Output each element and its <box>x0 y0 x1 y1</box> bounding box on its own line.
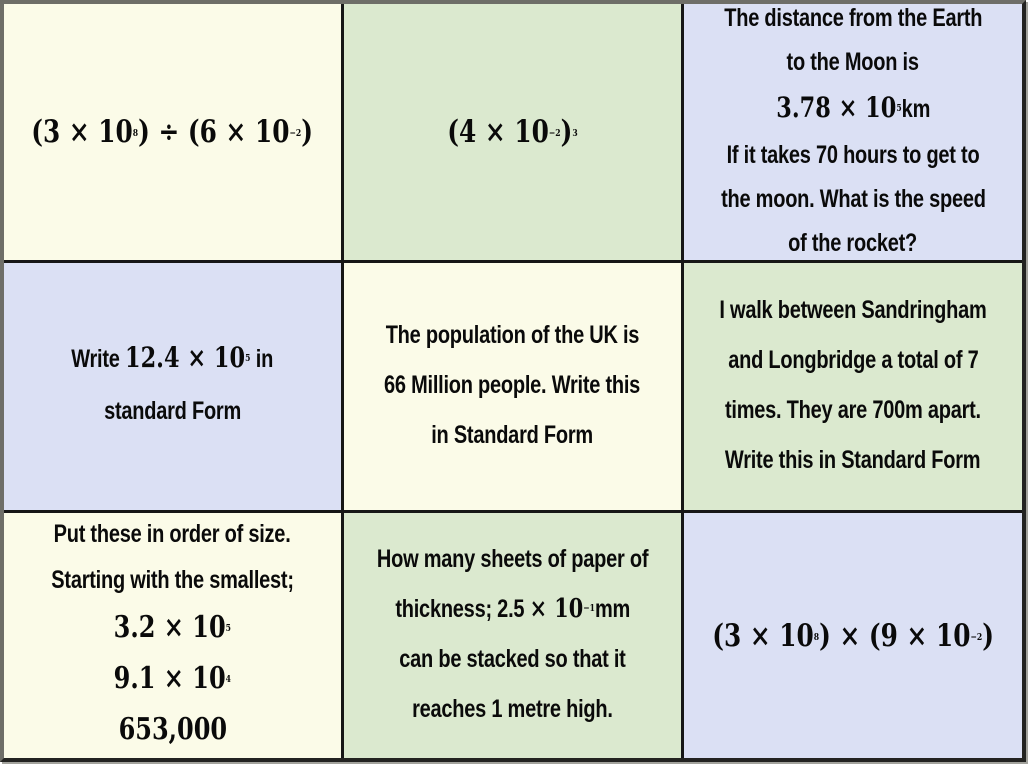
text-line <box>727 135 980 179</box>
text-line <box>725 387 981 437</box>
text-segment: 66 Million people. Write this <box>384 370 641 399</box>
text-line <box>384 362 640 412</box>
text-segment: standard Form <box>104 397 241 425</box>
math-segment: ) <box>982 617 994 654</box>
math-expression <box>447 114 577 150</box>
text-line <box>724 4 982 42</box>
cell-uk-population-problem <box>344 263 681 510</box>
text-line <box>377 536 648 586</box>
text-segment: How many sheets of paper of <box>376 544 649 573</box>
text-line <box>719 287 986 337</box>
text-segment: The population of the UK is <box>385 320 640 349</box>
text-segment: If it takes 70 hours to get to <box>726 140 980 169</box>
superscript: −2 <box>970 631 983 643</box>
superscript: −1 <box>582 602 595 614</box>
math-segment: ) × (9 × 10 <box>819 617 971 654</box>
text-line <box>721 179 986 223</box>
text-line <box>789 223 918 261</box>
cell-division-problem <box>4 4 341 260</box>
math-segment: (3 × 10 <box>31 114 134 150</box>
math-line <box>114 656 231 707</box>
text-line <box>386 312 640 362</box>
text-segment: can be stacked so that it <box>399 644 626 673</box>
superscript: 5 <box>245 353 251 365</box>
text-segment: thickness; 2.5 <box>395 594 530 623</box>
cell-write-standard-form-problem <box>4 263 341 510</box>
math-segment: 3.78 × 10 <box>776 90 897 124</box>
math-line <box>118 707 227 758</box>
text-line <box>728 337 978 387</box>
math-expression <box>32 114 314 150</box>
mixed-line <box>395 586 630 636</box>
cell-paper-stack-problem <box>344 513 681 758</box>
cell-ordering-problem <box>4 513 341 758</box>
superscript: 4 <box>225 674 232 686</box>
superscript: −2 <box>548 128 561 140</box>
text-segment: km <box>901 94 930 123</box>
math-segment: (3 × 10 <box>712 617 814 654</box>
superscript: −2 <box>289 128 302 140</box>
cell-multiplication-problem <box>684 513 1022 758</box>
mixed-line <box>72 334 274 387</box>
text-segment: in <box>250 345 274 373</box>
text-line <box>432 412 594 462</box>
text-segment: in Standard Form <box>431 420 594 449</box>
text-line <box>54 513 291 559</box>
superscript: 8 <box>813 631 820 643</box>
superscript: 8 <box>133 128 139 140</box>
text-segment: Put these in order of size. <box>54 520 291 548</box>
math-expression <box>712 618 994 654</box>
superscript: 5 <box>896 102 902 114</box>
superscript: 5 <box>225 623 232 635</box>
math-line <box>776 86 930 135</box>
text-segment: the moon. What is the speed <box>720 184 986 213</box>
math-segment: 653,000 <box>118 712 227 747</box>
text-segment: Write <box>71 345 126 373</box>
text-segment: to the Moon is <box>786 47 920 76</box>
superscript: 3 <box>572 128 578 140</box>
text-line <box>104 387 241 439</box>
cell-power-problem <box>344 4 681 260</box>
text-line <box>787 42 919 86</box>
cell-walk-distance-problem <box>684 263 1022 510</box>
text-segment: Write this in Standard Form <box>725 445 981 474</box>
math-segment: ) ÷ (6 × 10 <box>138 114 290 150</box>
text-segment: reaches 1 metre high. <box>412 694 613 723</box>
text-segment: I walk between Sandringham <box>719 295 987 324</box>
math-segment: 9.1 × 10 <box>113 661 226 696</box>
math-segment: 3.2 × 10 <box>113 610 226 645</box>
math-segment: (4 × 10 <box>447 114 549 150</box>
text-segment: Starting with the smallest; <box>51 566 294 594</box>
math-segment: × 10 <box>529 593 583 624</box>
text-segment: of the rocket? <box>788 228 918 257</box>
text-line <box>412 686 613 736</box>
text-segment: and Longbridge a total of 7 <box>727 345 979 374</box>
math-segment: ) <box>301 114 314 150</box>
math-segment: 12.4 × 10 <box>125 341 246 374</box>
text-line <box>51 559 293 605</box>
text-segment: mm <box>594 594 630 623</box>
math-segment: ) <box>560 114 573 150</box>
cell-earth-moon-problem <box>684 4 1022 260</box>
text-line <box>725 437 980 487</box>
text-line <box>399 636 625 686</box>
text-segment: times. They are 700m apart. <box>725 395 981 424</box>
text-segment: The distance from the Earth <box>723 4 982 32</box>
math-line <box>114 605 231 656</box>
